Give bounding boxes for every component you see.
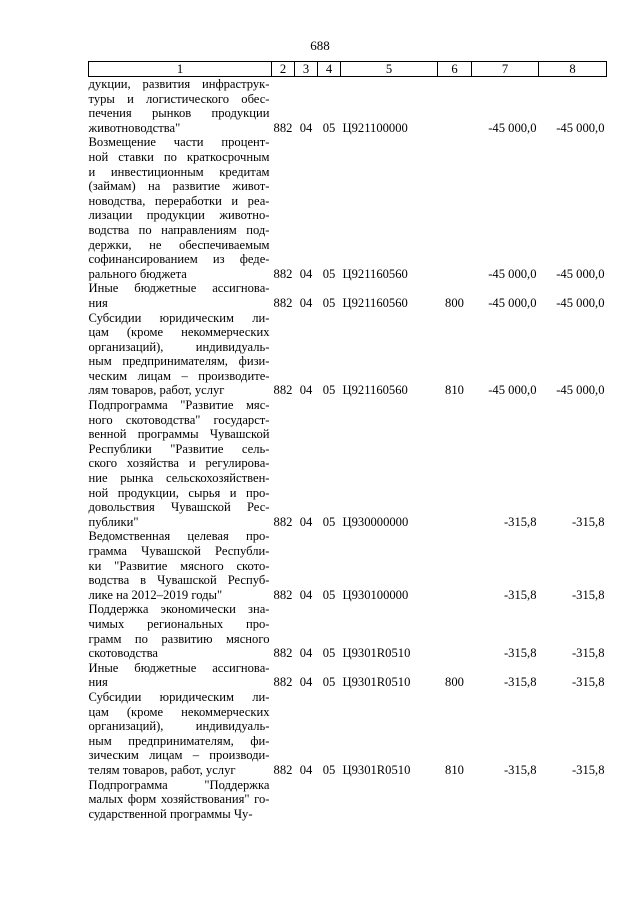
description-line: лям товаров, работ, услуг [88,383,225,398]
cell-pr: 05 [322,295,336,310]
cell-sum-1: -315,8 [503,675,537,690]
cell-vr [438,398,472,529]
table-row [89,778,607,822]
cell-rz: 04 [299,646,313,661]
header-cell-8: 8 [539,62,607,77]
description-line: Субсидии юридическим ли- [88,689,270,704]
row-description [89,690,272,778]
row-description [89,398,272,529]
cell-rz: 04 [299,587,313,602]
description-line: Подпрограмма "Развитие мяс- [88,398,270,413]
header-cell-4: 4 [318,62,341,77]
cell-gr [272,778,295,822]
row-description [89,281,272,310]
cell-rz: 04 [299,383,313,398]
cell-vr [438,135,472,281]
description-line: Субсидии юридическим ли- [88,310,270,325]
description-line: венной программы Чувашской [88,427,270,442]
cell-pr: 05 [322,587,336,602]
cell-gr: 882 [273,383,293,398]
cell-pr: 05 [322,120,336,135]
cell-cs: Ц921160560 [342,295,408,310]
cell-sum-2 [539,778,607,822]
header-cell-5: 5 [341,62,438,77]
cell-vr [438,77,472,136]
table-row [89,690,607,778]
cell-cs: Ц9301R0510 [342,675,411,690]
cell-sum-1 [472,778,539,822]
row-description [89,311,272,399]
table-row [89,398,607,529]
cell-sum-1: -45 000,0 [488,266,537,281]
cell-gr: 882 [273,646,293,661]
description-line: телям товаров, работ, услуг [88,762,236,777]
cell-rz: 04 [299,295,313,310]
cell-rz: 04 [299,675,313,690]
description-line: держки, не обеспечиваемым [88,237,270,252]
table-row [89,529,607,602]
cell-vr [438,778,472,822]
description-line: ным предпринимателям, физи- [88,354,270,369]
cell-sum-2: -315,8 [571,646,605,661]
description-line: сударственной программы Чу- [88,806,253,821]
cell-sum-2: -315,8 [571,514,605,529]
cell-pr: 05 [322,646,336,661]
description-line: чимых региональных про- [88,616,270,631]
cell-pr: 05 [322,675,336,690]
cell-gr: 882 [273,266,293,281]
description-line: грамма Чувашской Республи- [88,544,270,558]
description-line: ческим лицам – производите- [88,368,270,383]
description-line: ки "Развитие мясного ското- [88,558,270,573]
header-cell-2: 2 [272,62,295,77]
description-line: ния [88,675,108,690]
description-line: новодства, переработки и реа- [88,193,270,208]
description-line: организаций), индивидуаль- [88,719,270,734]
cell-cs: Ц921160560 [342,383,408,398]
description-line: водства в Чувашской Респуб- [88,573,270,588]
cell-gr: 882 [273,295,293,310]
cell-cs: Ц921100000 [342,120,408,135]
description-line: ние рынка сельскохозяйствен- [88,471,270,486]
cell-pr: 05 [322,383,336,398]
description-line: Ведомственная целевая про- [88,529,270,544]
cell-cs: Ц930100000 [342,587,409,602]
cell-sum-2: -45 000,0 [556,383,605,398]
description-line: рального бюджета [88,266,187,281]
cell-sum-1: -45 000,0 [488,383,537,398]
row-description [89,602,272,660]
cell-vr: 800 [445,675,464,690]
cell-cs: Ц921160560 [342,266,408,281]
description-line: лизации продукции животно- [88,208,270,223]
description-line: ной ставки по краткосрочным [88,149,270,164]
cell-cs: Ц9301R0510 [342,762,411,777]
cell-cs [341,778,438,822]
cell-gr: 882 [273,762,293,777]
cell-sum-1: -45 000,0 [488,295,537,310]
cell-sum-2: -315,8 [571,675,605,690]
description-line: ным предпринимателям, фи- [88,733,270,748]
cell-rz: 04 [299,266,313,281]
description-line: организаций), индивидуаль- [88,339,270,354]
description-line: туры и логистического обес- [88,91,270,106]
cell-vr: 810 [445,383,464,398]
page-number: 688 [310,38,330,53]
description-line: дукции, развития инфраструк- [88,77,270,91]
description-line: водства по направлениям под- [88,222,270,237]
description-line: животноводства" [88,120,181,135]
description-line: Подпрограмма "Поддержка [88,777,270,792]
description-line: Иные бюджетные ассигнова- [88,660,270,675]
description-line: Возмещение части процент- [88,135,270,150]
description-line: грамм по развитию мясного [88,631,270,646]
description-line: печения рынков продукции [88,106,270,121]
description-line: и инвестиционным кредитам [88,164,270,179]
description-line: софинансированием из феде- [88,252,270,267]
cell-rz: 04 [299,120,313,135]
cell-pr [318,778,341,822]
table-row [89,135,607,281]
description-line: скотоводства [88,646,158,661]
row-description [89,77,272,136]
header-cell-6: 6 [438,62,472,77]
header-cell-7: 7 [472,62,539,77]
table-row [89,311,607,399]
cell-cs: Ц930000000 [342,514,409,529]
budget-table [88,61,607,821]
table-header-row [89,62,607,77]
cell-sum-2: -315,8 [571,762,605,777]
description-line: цам (кроме некоммерческих [88,325,270,340]
cell-sum-2: -45 000,0 [556,266,605,281]
cell-rz: 04 [299,514,313,529]
description-line: зическим лицам – производи- [88,748,270,763]
cell-cs: Ц9301R0510 [342,646,411,661]
row-description [89,529,272,602]
cell-vr: 800 [445,295,464,310]
description-line: лике на 2012–2019 годы" [88,587,223,602]
description-line: ния [88,295,108,310]
description-line: малых форм хозяйствования" го- [88,792,270,807]
cell-gr: 882 [273,675,293,690]
table-row [89,661,607,690]
table-row [89,602,607,660]
table-row [89,77,607,136]
description-line: довольствия Чувашской Рес- [88,500,270,515]
cell-pr: 05 [322,762,336,777]
description-line: ной продукции, сырья и про- [88,485,270,500]
description-line: (займам) на развитие живот- [88,179,270,194]
header-cell-1: 1 [89,62,272,77]
cell-vr: 810 [445,762,464,777]
row-description [89,778,272,822]
header-cell-3: 3 [295,62,318,77]
cell-pr: 05 [322,514,336,529]
description-line: Поддержка экономически зна- [88,602,270,617]
cell-sum-2: -45 000,0 [556,120,605,135]
description-line: ного скотоводства" государст- [88,412,270,427]
description-line: ского хозяйства и регулирова- [88,456,270,471]
table-row [89,281,607,310]
cell-pr: 05 [322,266,336,281]
cell-sum-1: -315,8 [503,514,537,529]
cell-sum-1: -315,8 [503,762,537,777]
row-description [89,661,272,690]
cell-sum-2: -45 000,0 [556,295,605,310]
description-line: Республики "Развитие сель- [88,441,270,456]
description-line: Иные бюджетные ассигнова- [88,281,270,296]
description-line: цам (кроме некоммерческих [88,704,270,719]
cell-gr: 882 [273,120,293,135]
cell-rz: 04 [299,762,313,777]
cell-sum-2: -315,8 [571,587,605,602]
cell-vr [438,602,472,660]
cell-sum-1: -315,8 [503,646,537,661]
cell-rz [295,778,318,822]
cell-sum-1: -315,8 [503,587,537,602]
row-description [89,135,272,281]
cell-vr [438,529,472,602]
table-body [89,77,607,822]
cell-gr: 882 [273,514,293,529]
cell-gr: 882 [273,587,293,602]
cell-sum-1: -45 000,0 [488,120,537,135]
description-line: публики" [88,514,139,529]
